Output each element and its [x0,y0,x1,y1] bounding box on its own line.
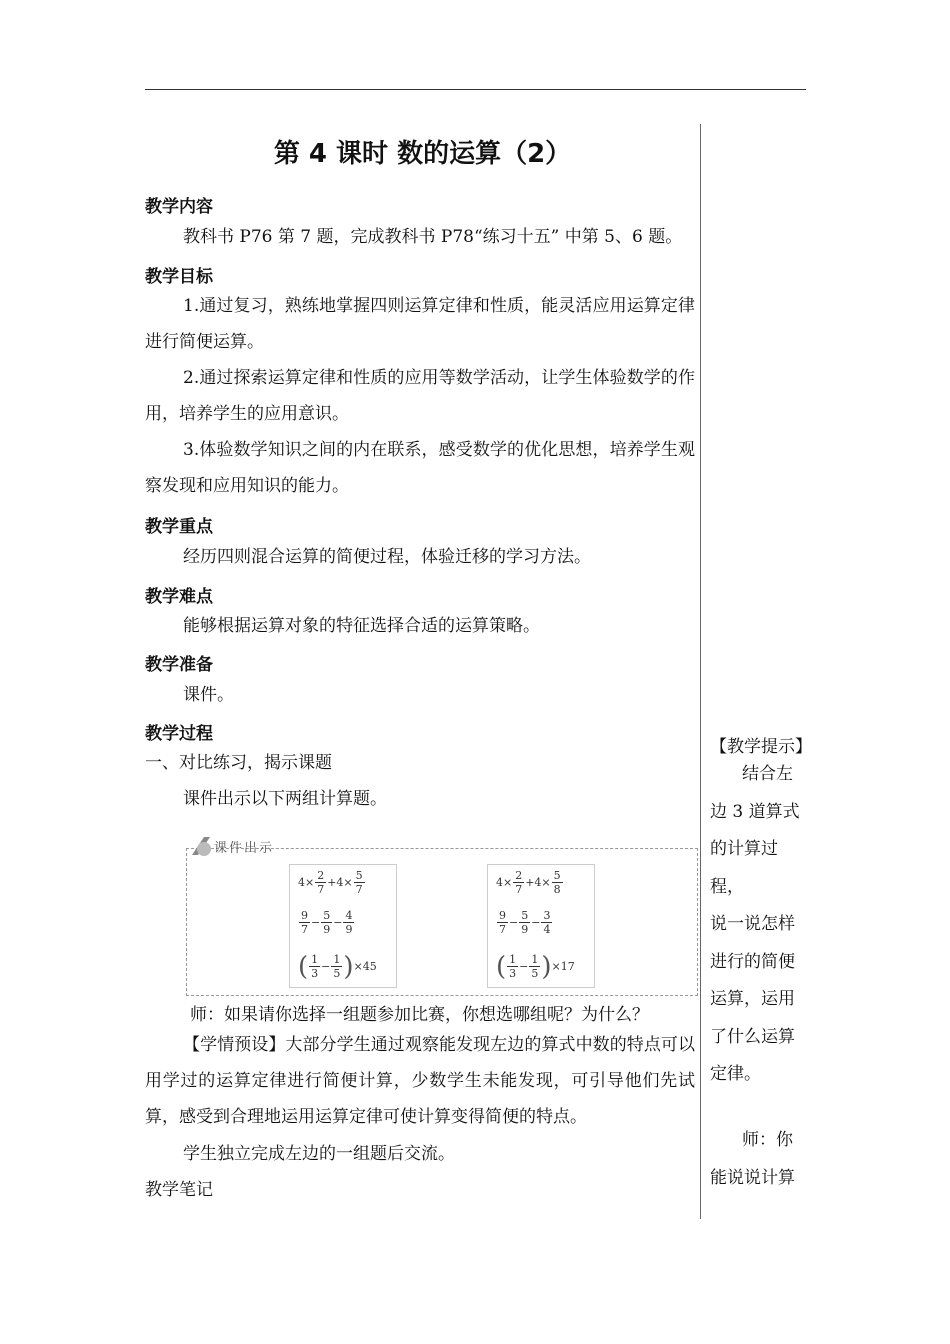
expr-text: − [519,960,529,973]
problem-row [298,869,366,896]
courseware-box [186,848,698,996]
expr-text: ×45 [353,960,377,973]
notes-label: 教学笔记 [145,1180,213,1200]
expr-text: 4× [496,876,513,889]
difficulty-text: 能够根据运算对象的特征选择合适的运算策略。 [183,616,540,636]
heading-prep: 教学准备 [145,655,213,675]
expr-text: − [321,960,331,973]
teacher-line: 师：你 [742,1130,793,1150]
expr-text: − [311,916,321,929]
expr-text: +4× [525,876,551,889]
fraction: $\frac{5}{9}$ [521,909,529,936]
key-text: 经历四则混合运算的简便过程，体验迁移的学习方法。 [183,547,591,567]
courseware-label-text: 课件出示 [214,840,275,856]
fraction: $\frac{5}{8}$ [553,869,561,896]
process-step-1: 一、对比练习，揭示课题 [145,753,332,773]
fraction: $\frac{4}{9}$ [345,909,353,936]
tip-label: 【教学提示】 [710,737,812,757]
problem-row: ( $\frac{1}{3}$ − $\frac{1}{5}$ ) ×17 [496,951,575,982]
tip-line: 的计算过程， [710,839,778,897]
goal-3: 3.体验数学知识之间的内在联系，感受数学的优化思想，培养学生观察发现和应用知识的能力。 [145,440,695,496]
process-line-1: 课件出示以下两组计算题。 [183,789,387,809]
fraction: $\frac{5}{9}$ [323,909,331,936]
courseware-label [190,834,274,858]
goal-1: 1.通过复习，熟练地掌握四则运算定律和性质，能灵活应用运算定律进行简便运算。 [145,296,695,352]
courseware-icon [190,835,212,857]
fraction: $\frac{3}{4}$ [543,909,551,936]
problem-row [496,869,564,896]
problem-row [496,909,553,936]
heading-key: 教学重点 [145,517,213,537]
teacher-line: 能说说计算 [710,1167,795,1188]
expr-text: ×17 [551,960,575,973]
tip-line: 边 3 道算式 [710,801,800,822]
problem-card-left [289,864,397,988]
sidebar-divider [700,124,701,1219]
problem-card-right [487,864,595,988]
fraction: $\frac{1}{3}$ [509,953,517,980]
goal-2: 2.通过探索运算定律和性质的应用等数学活动，让学生体验数学的作用，培养学生的应用意识。 [145,368,695,424]
tip-line: 说一说怎样 [710,914,795,934]
fraction: $\frac{9}{7}$ [301,909,308,936]
fraction: $\frac{1}{5}$ [531,953,539,980]
content-text: 教科书 P76 第 7 题，完成教科书 P78“练习十五” 中第 5、6 题。 [183,227,683,247]
fraction: $\frac{2}{7}$ [515,869,523,896]
prep-text: 课件。 [183,685,234,705]
top-rule [145,89,806,90]
page-title: 第 4 课时 数的运算（2） [273,139,572,169]
problem-row [298,909,355,936]
expr-text: +4× [327,876,353,889]
tip-text [710,756,810,1094]
expr-text: − [333,916,343,929]
fraction: $\frac{9}{7}$ [499,909,506,936]
heading-content: 教学内容 [145,197,213,217]
tip-line: 定律。 [710,1064,761,1084]
sidebar-teacher [710,1122,810,1197]
process-line-2: 学生独立完成左边的一组题后交流。 [183,1144,455,1164]
tip-line: 了什么运算 [710,1026,795,1047]
heading-difficulty: 教学难点 [145,587,213,607]
expr-text: − [509,916,519,929]
tip-line: 进行的简便 [710,951,795,972]
fraction: $\frac{1}{5}$ [333,953,341,980]
tip-line: 结合左 [742,764,793,784]
tip-line: 运算，运用 [710,989,795,1009]
heading-process: 教学过程 [145,724,213,744]
fraction: $\frac{2}{7}$ [317,869,325,896]
learning-preset: 【学情预设】大部分学生通过观察能发现左边的算式中数的特点可以用学过的运算定律进行简便计算，少数学生未能发现，可引导他们先试算，感受到合理地运用运算定律可使计算变得简便的特点。 [145,1035,695,1127]
heading-goals: 教学目标 [145,267,213,287]
problem-row: ( $\frac{1}{3}$ − $\frac{1}{5}$ ) ×45 [298,951,377,982]
fraction: $\frac{1}{3}$ [311,953,319,980]
teacher-question: 师：如果请你选择一组题参加比赛，你想选哪组呢？为什么？ [190,1005,649,1025]
fraction: $\frac{5}{7}$ [355,869,363,896]
expr-text: 4× [298,876,315,889]
expr-text: − [531,916,541,929]
